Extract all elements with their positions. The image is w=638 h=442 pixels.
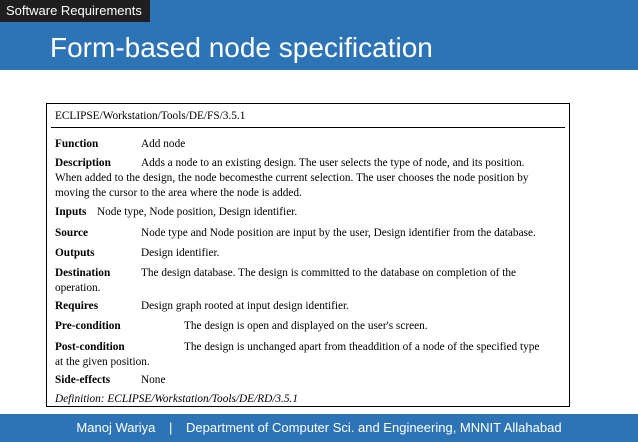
outputs-label: Outputs [55,247,95,259]
footer-bar [0,414,638,442]
author-name: Manoj Wariya [76,420,156,435]
postcondition-label: Post-condition [55,341,125,353]
postcondition-line-1: The design is unchanged apart from theaddition of a node of the specified type [184,341,540,353]
divider [51,127,565,128]
source-label: Source [55,227,89,239]
requires-label: Requires [55,300,99,312]
form-top-border [46,103,570,104]
form-bottom-border [46,406,570,407]
slide-title: Form-based node specification [50,32,433,63]
sideeffects-label: Side-effects [55,374,111,386]
footer-separator: | [169,420,173,435]
spec-id: ECLIPSE/Workstation/Tools/DE/FS/3.5.1 [55,110,246,122]
destination-label: Destination [55,267,111,279]
destination-line-2: operation. [55,282,101,294]
destination-line-1: The design database. The design is committed to the database on completion of the [141,267,516,279]
description-line-2: When added to the design, the node becomesthe current selection. The user chooses the node position by [55,172,529,184]
sideeffects-value: None [141,374,166,386]
inputs-value: Node type, Node position, Design identifier. [97,206,298,218]
specification-form [46,103,570,407]
function-value: Add node [141,138,186,150]
title-bar [0,0,638,70]
description-label: Description [55,157,111,169]
affiliation: Department of Computer Sci. and Engineering, MNNIT Allahabad [186,420,562,435]
description-line-3: moving the cursor to the area where the node is added. [55,187,302,199]
course-label: Software Requirements [0,0,150,22]
postcondition-line-2: at the given position. [55,356,150,368]
description-line-1: Adds a node to an existing design. The user selects the type of node, and its position. [141,157,525,169]
outputs-value: Design identifier. [141,247,220,259]
source-value: Node type and Node position are input by the user, Design identifier from the database. [141,227,536,239]
function-label: Function [55,138,99,150]
definition-reference: Definition: ECLIPSE/Workstation/Tools/DE/RD/3.5.1 [55,393,298,405]
precondition-value: The design is open and displayed on the user's screen. [184,320,428,332]
requires-value: Design graph rooted at input design identifier. [141,300,350,312]
inputs-label: Inputs [55,206,87,218]
precondition-label: Pre-condition [55,320,121,332]
